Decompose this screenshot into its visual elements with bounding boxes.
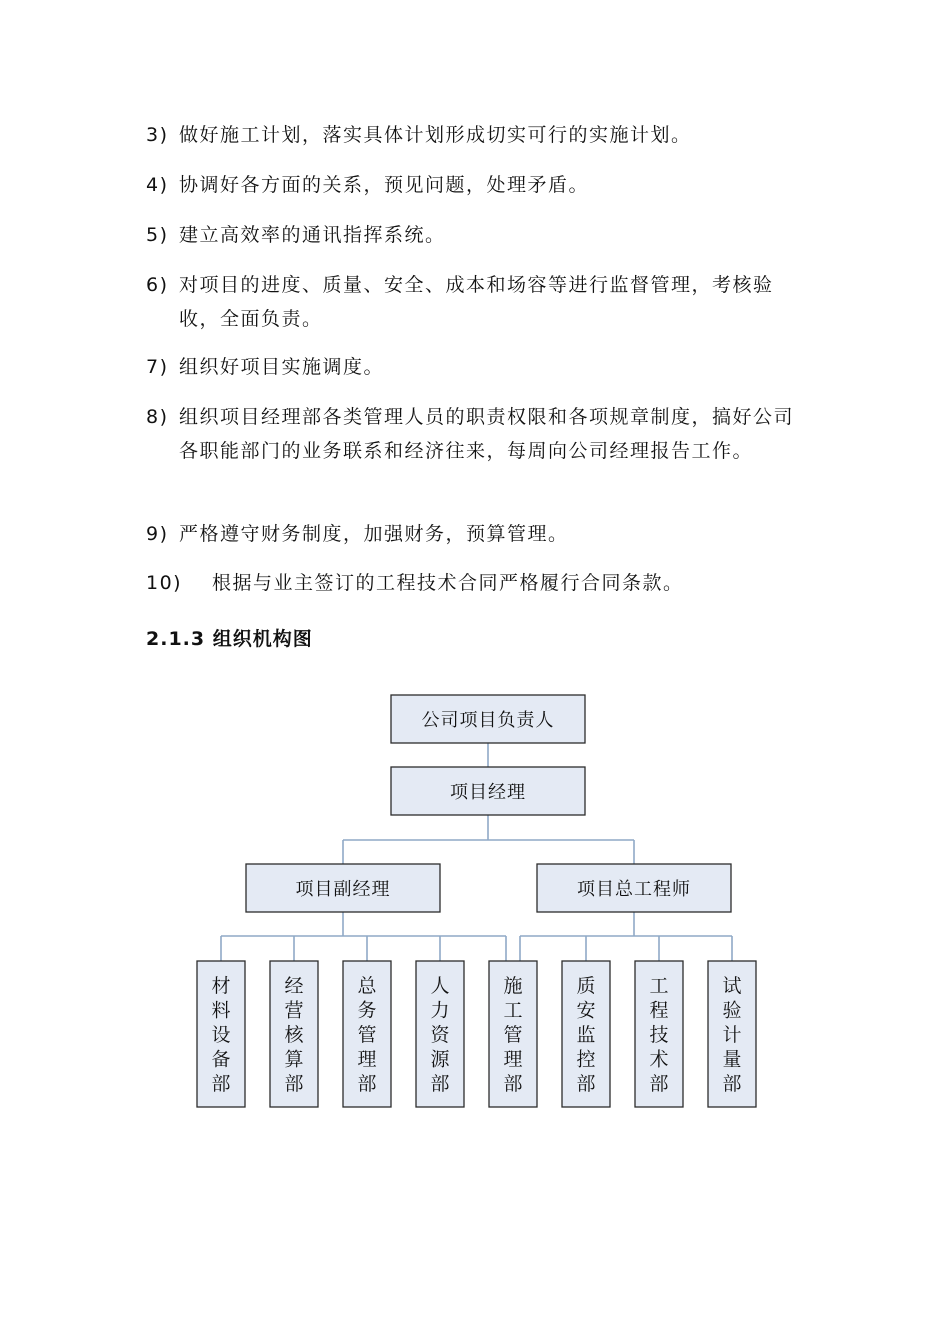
org-node-department	[343, 961, 391, 1107]
org-node-label: 施工管理部	[503, 975, 523, 1095]
org-node-label: 公司项目负责人	[421, 710, 555, 731]
list-item	[146, 566, 810, 600]
org-chart	[0, 680, 950, 1120]
list-item	[146, 118, 810, 152]
org-node-label: 项目总工程师	[577, 879, 691, 900]
item-text: 做好施工计划，落实具体计划形成切实可行的实施计划。	[179, 124, 692, 146]
item-number: 10)	[146, 572, 183, 594]
list-item	[146, 218, 810, 252]
org-node-top	[391, 695, 585, 743]
list-item	[146, 268, 810, 336]
org-node-department	[197, 961, 245, 1107]
org-node-department	[416, 961, 464, 1107]
item-number: 3)	[146, 124, 169, 146]
org-node-label: 试验计量部	[722, 975, 742, 1095]
item-number: 9)	[146, 523, 169, 545]
org-node-chief-engineer	[537, 864, 731, 912]
item-text: 根据与业主签订的工程技术合同严格履行合同条款。	[212, 572, 684, 594]
org-node-label: 质安监控部	[576, 975, 596, 1095]
org-node-department	[562, 961, 610, 1107]
item-text: 协调好各方面的关系，预见问题，处理矛盾。	[179, 174, 590, 196]
item-text: 严格遵守财务制度，加强财务，预算管理。	[179, 523, 569, 545]
org-node-deputy-manager	[246, 864, 440, 912]
org-node-label: 工程技术部	[649, 975, 669, 1095]
org-node-manager	[391, 767, 585, 815]
section-heading: 2.1.3 组织机构图	[146, 628, 313, 650]
item-number: 6)	[146, 274, 169, 296]
org-node-department	[270, 961, 318, 1107]
list-item	[146, 400, 810, 468]
item-text: 对项目的进度、质量、安全、成本和场容等进行监督管理，考核验收，全面负责。	[179, 274, 774, 330]
item-number: 4)	[146, 174, 169, 196]
org-node-label: 项目经理	[450, 782, 526, 803]
org-node-department	[708, 961, 756, 1107]
org-node-label: 人力资源部	[430, 975, 450, 1095]
org-node-label: 总务管理部	[357, 975, 377, 1095]
org-node-label: 材料设备部	[211, 975, 231, 1095]
item-text: 组织好项目实施调度。	[179, 356, 385, 378]
item-text: 建立高效率的通讯指挥系统。	[179, 224, 446, 246]
item-number: 5)	[146, 224, 169, 246]
item-number: 7)	[146, 356, 169, 378]
org-node-label: 项目副经理	[295, 879, 391, 900]
org-node-department	[489, 961, 537, 1107]
list-item	[146, 517, 810, 551]
org-node-department	[635, 961, 683, 1107]
list-item	[146, 168, 810, 202]
item-number: 8)	[146, 406, 169, 428]
org-node-label: 经营核算部	[284, 975, 304, 1095]
list-item	[146, 350, 810, 384]
item-text: 组织项目经理部各类管理人员的职责权限和各项规章制度，搞好公司各职能部门的业务联系和经济往来，每周向公司经理报告工作。	[179, 406, 795, 462]
department-row	[197, 961, 756, 1107]
